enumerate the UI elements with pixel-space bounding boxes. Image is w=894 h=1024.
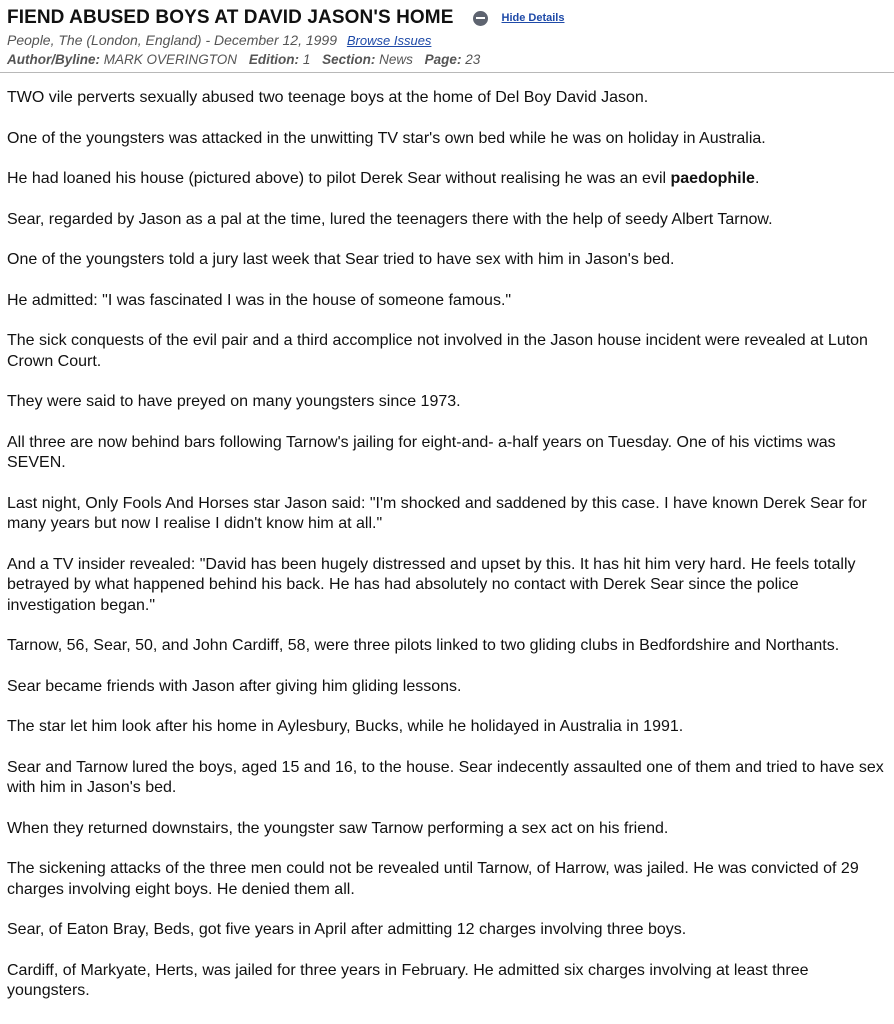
edition-value: 1 (302, 52, 311, 67)
source-line (7, 30, 886, 50)
paragraph: Sear, of Eaton Bray, Beds, got five years in April after admitting 12 charges involving three boys. (7, 921, 687, 938)
section-label: Section: (322, 52, 376, 67)
article-header (0, 0, 894, 70)
edition-label: Edition: (248, 52, 300, 67)
page-label: Page: (424, 52, 462, 67)
article-body (0, 73, 894, 1008)
title-row (7, 6, 886, 30)
article-title: FIEND ABUSED BOYS AT DAVID JASON'S HOME (7, 7, 454, 28)
hide-details-button[interactable] (473, 11, 565, 26)
browse-issues-link[interactable]: Browse Issues (346, 33, 432, 48)
minus-circle-icon[interactable] (473, 11, 488, 26)
meta-line (7, 50, 886, 70)
paragraph: The sickening attacks of the three men could not be revealed until Tarnow, of Harrow, was jailed. He was convicted of 29 charges involving eight boys. He denied them all. (7, 860, 859, 898)
paragraph: One of the youngsters told a jury last week that Sear tried to have sex with him in Jason's bed. (7, 251, 675, 268)
highlighted-term: paedophile (670, 170, 755, 187)
paragraph: He admitted: "I was fascinated I was in the house of someone famous." (7, 291, 512, 309)
paragraph: Cardiff, of Markyate, Herts, was jailed for three years in February. He admitted six charges involving at least three youngsters. (7, 961, 809, 999)
source-text: People, The (London, England) - December 12, 1999 (7, 32, 337, 48)
paragraph: When they returned downstairs, the youngster saw Tarnow performing a sex act on his friend. (7, 819, 669, 837)
hide-details-link[interactable]: Hide Details (501, 12, 565, 24)
paragraph (7, 155, 886, 196)
paragraph: TWO vile perverts sexually abused two teenage boys at the home of Del Boy David Jason. (7, 89, 649, 106)
paragraph: Tarnow, 56, Sear, 50, and John Cardiff, 58, were three pilots linked to two gliding clubs in Bedfordshire and Northants. (7, 637, 840, 654)
paragraph: Sear became friends with Jason after giving him gliding lessons. (7, 677, 462, 695)
paragraph-text: He had loaned his house (pictured above) to pilot Derek Sear without realising he was an evil (7, 170, 671, 187)
paragraph: One of the youngsters was attacked in the unwitting TV star's own bed while he was on holiday in Australia. (7, 129, 766, 147)
paragraph: All three are now behind bars following Tarnow's jailing for eight-and- a-half years on Tuesday. One of his victims was SEVEN. (7, 433, 836, 471)
paragraph-text: . (754, 170, 760, 187)
paragraph: Last night, Only Fools And Horses star Jason said: "I'm shocked and saddened by this case. I have known Derek Sear for many years but now I realise I didn't know him at all." (7, 494, 867, 532)
paragraph: The star let him look after his home in Aylesbury, Bucks, while he holidayed in Australia in 1991. (7, 718, 684, 735)
paragraph: Sear and Tarnow lured the boys, aged 15 and 16, to the house. Sear indecently assaulted one of them and tried to have sex with him in Jason's bed. (7, 758, 884, 796)
author-label: Author/Byline: (7, 52, 100, 67)
paragraph: They were said to have preyed on many youngsters since 1973. (7, 393, 461, 410)
page-value: 23 (465, 52, 481, 67)
section-value: News (379, 52, 413, 67)
paragraph: The sick conquests of the evil pair and a third accomplice not involved in the Jason house incident were revealed at Luton Crown Court. (7, 332, 868, 370)
author-value: MARK OVERINGTON (103, 52, 238, 67)
paragraph: And a TV insider revealed: "David has been hugely distressed and upset by this. It has hit him very hard. He feels totally betrayed by what happened behind his back. He has had absolutely no contact with Derek Sear since the police investigation began." (7, 555, 856, 614)
paragraph: Sear, regarded by Jason as a pal at the time, lured the teenagers there with the help of seedy Albert Tarnow. (7, 210, 773, 228)
